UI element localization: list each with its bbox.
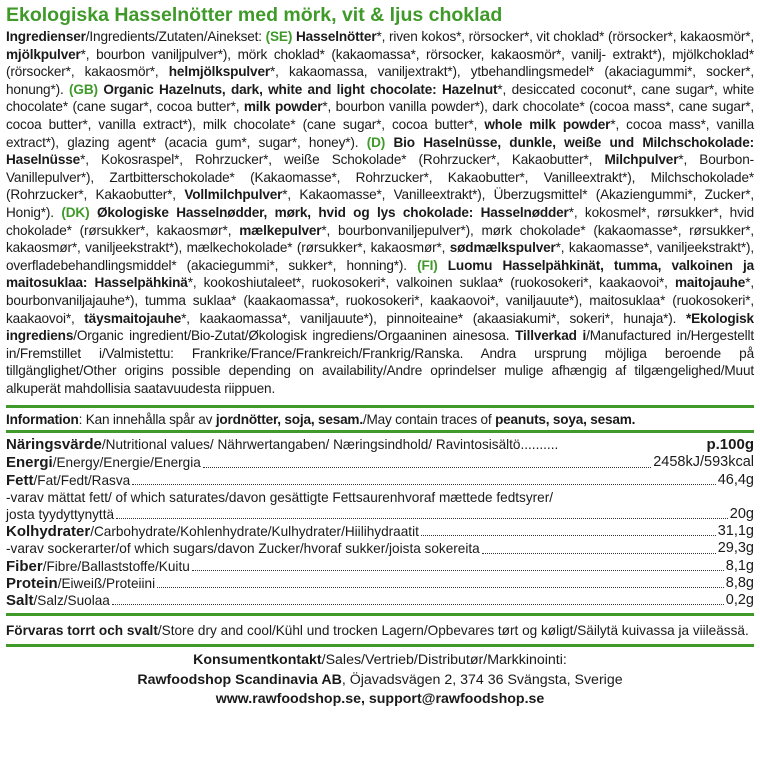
- allergen-bold: Milchpulver: [604, 152, 679, 168]
- nutrition-title: Näringsvärde: [6, 436, 102, 454]
- language-code: (FI): [417, 257, 448, 273]
- contact-label: Konsumentkontakt: [193, 652, 322, 669]
- divider: [6, 430, 754, 433]
- allergen-bold: Hasselnötter: [295, 29, 377, 44]
- product-label: [6, 0, 754, 710]
- allergen-bold: whole milk powder: [484, 116, 611, 132]
- nutrient-value: 31,1g: [717, 523, 754, 540]
- nutrition-row-fiber: [6, 558, 754, 575]
- ingredient-text: *, bourbonvaniljepulver*), mørk chokolade* (kakaomasse*, rørsukker*, kakaosmør*, vaniljeekstrakt*), mælkechokolade* (rørsukker*, kakaosmør*,: [6, 222, 754, 256]
- nutrient-translations: /Fat/Fedt/Rasva: [33, 472, 131, 488]
- nutrient-translations: /Salz/Suolaa: [33, 593, 110, 609]
- ingredient-text: *, cocoa mass*, vanilla extract*), glazing agent* (acacia gum*, sugar*, honey*).: [6, 116, 755, 150]
- nutrition-row-fat: [6, 472, 754, 489]
- dot-leader: [112, 604, 724, 605]
- allergen-bold: maitojauhe: [674, 275, 746, 291]
- nutrient-translations: /Eiweiß/Proteiini: [57, 575, 156, 591]
- dot-leader: [157, 587, 724, 588]
- company-address: , Öjavadsvägen 2, 374 36 Svängsta, Sverige: [341, 671, 623, 688]
- website-and-email: www.rawfoodshop.se, support@rawfoodshop.se: [215, 691, 545, 708]
- nutrient-translations: /Carbohydrate/Kohlenhydrate/Kulhydrater/Hiilihydraatit: [90, 524, 419, 540]
- ingredient-text: *, bourbonvaniljajauhe*), tumma suklaa* (kaakaomassa*, ruokosokeri*, kaakaovoi*, vaniljauute*), maitosuklaa* (ruokosokeri*, kaakaovoi*,: [6, 275, 754, 326]
- nutrition-row-protein: [6, 575, 754, 592]
- allergen-bold: mjölkpulver: [6, 46, 81, 62]
- contact-label-translations: /Sales/Vertrieb/Distributør/Markkinointi:: [321, 652, 567, 669]
- per-100g-label: p.100g: [706, 436, 754, 454]
- nutrient-value: 20g: [729, 506, 754, 523]
- nutrient-value: 8,1g: [725, 557, 754, 574]
- ingredient-text: *, riven kokos*, rörsocker*, vit choklad* (rörsocker*, kakaosmör*,: [376, 29, 755, 44]
- nutrient-name: Energi: [6, 454, 53, 472]
- information-label: Information: [6, 412, 79, 428]
- ingredient-text: *, kokosmel*, rørsukker*, hvid chokolade* (rørsukker*, kakaosmør*,: [6, 204, 755, 238]
- ingredient-text: *, Kakaomasse*, Vanilleextrakt*), Überzugsmittel* (Akaziengummi*, Zucker*, Honig*).: [6, 187, 754, 220]
- dot-leader: [132, 484, 716, 485]
- allergen-bold: täysmaitojauhe: [84, 310, 182, 326]
- ingredient-text: *, desiccated coconut*, cane sugar*, white chocolate* (cane sugar*, cocoa butter*,: [6, 81, 754, 115]
- nutrition-row-saturates: [6, 506, 754, 523]
- product-title: Ekologiska Hasselnötter med mörk, vit & ljus choklad: [6, 4, 503, 26]
- allergen-bold: Tillverkad i: [515, 328, 587, 344]
- nutrient-value: 46,4g: [717, 471, 754, 488]
- nutrient-value: 8,8g: [725, 574, 754, 591]
- allergen-bold: Økologiske Hasselnødder, mørk, hvid og lys chokolade: Hasselnødder: [96, 204, 569, 220]
- allergen-bold: Bio Haselnüsse, dunkle, weiße und Milchschokolade: Haselnüsse: [6, 134, 754, 168]
- saturates-label: -varav mättat fett/ of which saturates/davon gesättigte Fettsaurenhvoraf mættede fedtsyrer/: [6, 489, 554, 505]
- nutrient-name: Salt: [6, 592, 34, 610]
- ingredient-text: *, Bourbon-Vanillepulver*), Zartbitterschokolade* (Kakaomasse*, Rohrzucker*, Kakaobutter*, Vanilleextrakt*), Milchschokolade* (Rohrzucker*, Kakaobutter*,: [6, 152, 754, 203]
- ingredient-text: /Manufactured in/Hergestellt in/Fremstillet i/Valmistettu: Frankrike/France/Frankreich/Frankrig/Ranska. Andra ursprung möjliga beroende på tillgänglighet/Other origins possible depending on availability/Andre oprindelser mulige afhængig af tilgængelighed/Muut alkuperät mahdollisia saatavuudesta riippuen.: [6, 328, 755, 396]
- information-text-en: /May contain traces of: [362, 412, 496, 428]
- dot-leader: [482, 553, 716, 554]
- allergen-bold: Luomu Hasselpähkinät, tumma, valkoinen ja maitosuklaa: Hasselpähkinä: [6, 257, 754, 291]
- allergen-information: [6, 408, 754, 430]
- nutrient-translations: /Energy/Energie/Energia: [52, 455, 201, 471]
- language-code: (DK): [61, 204, 97, 220]
- nutrition-row-sugars: [6, 540, 754, 557]
- allergen-bold: *Ekologisk ingrediens: [6, 310, 754, 344]
- dot-leader: [192, 570, 724, 571]
- storage-text: /Store dry and cool/Kühl und trocken Lagern/Opbevares tørt og køligt/Säilytä kuivassa ja viileässä.: [157, 623, 749, 639]
- ingredient-text: *, kookoshiutaleet*, ruokosokeri*, valkoinen suklaa* (ruokosokeri*, kaakaovoi*,: [187, 275, 675, 291]
- allergen-bold: mælkepulver: [239, 222, 322, 238]
- company-name: Rawfoodshop Scandinavia AB: [137, 671, 342, 688]
- dot-leader: [116, 518, 728, 519]
- allergen-bold: milk powder: [243, 99, 323, 115]
- dot-leader: [203, 467, 651, 468]
- divider: [6, 613, 754, 616]
- nutrition-row-carbohydrate: [6, 523, 754, 540]
- ingredient-text: *, bourbon vanilla powder*), dark chocolate* (cocoa mass*, cane sugar*, cocoa butter*, vanilla extract*), milk chocolate* (cane sugar*, cocoa butter*,: [6, 99, 754, 132]
- dot-leader: [421, 535, 716, 536]
- storage-instructions: [6, 622, 754, 640]
- storage-label: Förvaras torrt och svalt: [6, 623, 158, 639]
- nutrient-name: Fett: [6, 471, 34, 489]
- nutrition-row-saturates-label: [6, 489, 754, 506]
- ingredient-text: *, kakaomasse*, vaniljeekstrakt*), overfladebehandlingsmiddel* (akaciegummi*, sukker*, honning*).: [6, 240, 755, 273]
- ingredient-text: *, kakaomassa, vaniljextrakt*), ytbehandlingsmedel* (akaciagummi*, socker*, honung*).: [6, 64, 754, 97]
- ingredient-text: /Organic ingredient/Bio-Zutat/Økologisk ingrediens/Orgaaninen ainesosa.: [73, 328, 516, 344]
- language-code: (D): [366, 134, 394, 150]
- allergen-bold: Organic Hazelnuts, dark, white and light chocolate: Hazelnut: [103, 81, 498, 97]
- information-text-se: : Kan innehålla spår av: [78, 412, 216, 428]
- allergen-bold: helmjölkspulver: [168, 64, 270, 80]
- nutrient-value: 2458kJ/593kcal: [653, 454, 754, 471]
- allergens-en: peanuts, soya, sesam.: [495, 412, 636, 428]
- divider: [6, 644, 754, 647]
- nutrient-translations: /Fibre/Ballaststoffe/Kuitu: [42, 558, 190, 574]
- nutrient-name: Protein: [6, 574, 58, 592]
- ingredient-text: *, kaakaomassa*, vaniljauute*), pinnoiteaine* (akaasiakumi*, sokeri*, hunaja*).: [181, 310, 686, 326]
- nutrient-translations: -varav sockerarter/of which sugars/davon Zucker/hvoraf sukker/joista sokereita: [6, 541, 480, 557]
- allergen-bold: sødmælkspulver: [449, 240, 556, 256]
- nutrient-name: Fiber: [6, 557, 43, 575]
- nutrient-value: 29,3g: [717, 540, 754, 557]
- ingredient-text: /Ingredients/Zutaten/Ainekset:: [85, 29, 266, 44]
- nutrition-title-translations: /Nutritional values/ Nährwertangaben/ Næringsindhold/ Ravintosisältö..........: [101, 437, 559, 453]
- allergen-bold: Ingredienser: [6, 29, 86, 44]
- consumer-contact: [6, 651, 754, 710]
- nutrient-name: Kolhydrater: [6, 523, 91, 541]
- language-code: (SE): [265, 29, 296, 44]
- allergens-se: jordnötter, soja, sesam.: [215, 412, 363, 428]
- language-code: (GB): [69, 81, 104, 97]
- nutrition-row-energy: [6, 454, 754, 471]
- ingredient-text: *, bourbon vaniljpulver*), mörk choklad* (kakaomassa*, rörsocker, kakaosmör*, vanilj- extrakt*), mjölkchoklad* (rörsocker*, kakaosmör*,: [6, 46, 754, 80]
- ingredients-text: [6, 28, 754, 397]
- nutrition-header: [6, 436, 754, 454]
- saturates-label-fi: josta tyydyttynyttä: [6, 507, 115, 523]
- nutrition-row-salt: [6, 592, 754, 609]
- allergen-bold: Vollmilchpulver: [184, 187, 283, 203]
- ingredient-text: *, Kokosraspel*, Rohrzucker*, weiße Schokolade* (Rohrzucker*, Kakaobutter*,: [80, 152, 605, 168]
- nutrient-value: 0,2g: [725, 592, 754, 609]
